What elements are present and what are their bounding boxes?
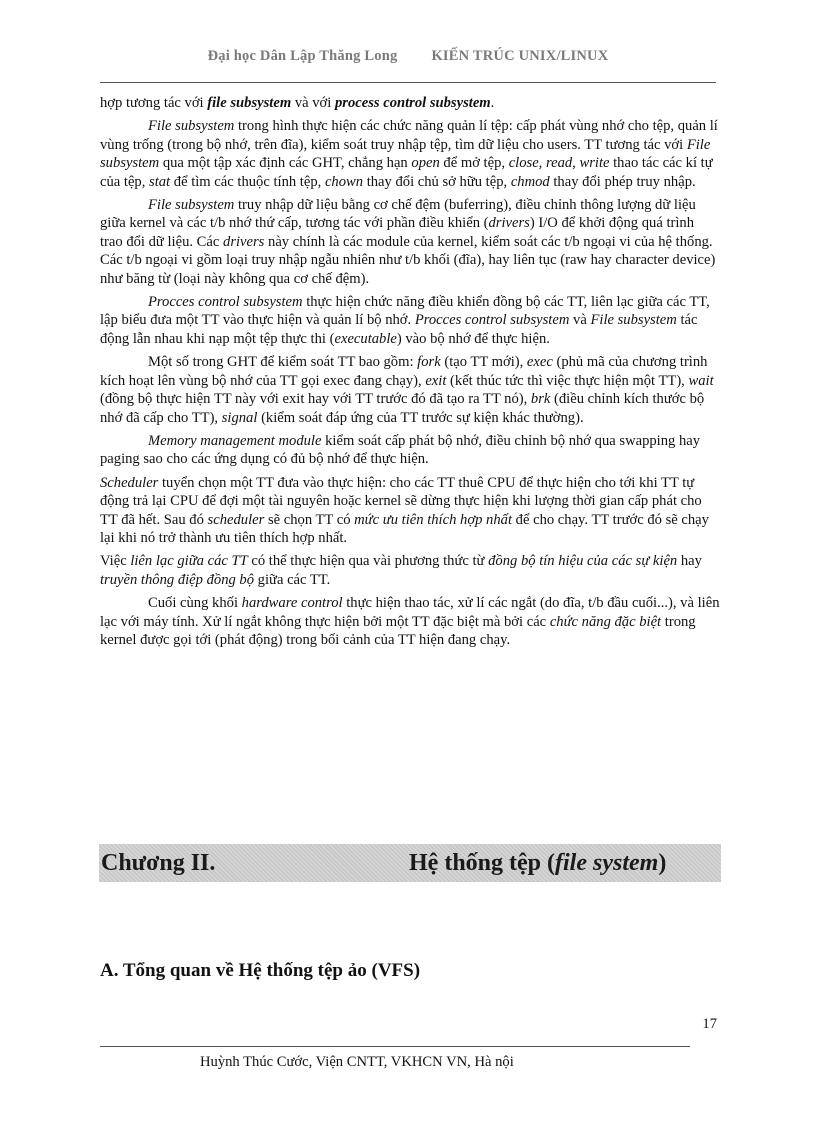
text-run: và với: [291, 95, 335, 111]
text-run: và: [569, 312, 591, 329]
page-number: 17: [702, 1016, 717, 1032]
italic-term: signal: [221, 409, 258, 426]
text-run: giữa các TT.: [254, 571, 331, 588]
italic-term: stat: [149, 173, 171, 190]
text-run: Việc: [100, 553, 131, 570]
paragraph: [100, 474, 720, 548]
italic-term: Memory management module: [148, 432, 322, 449]
header-course-title: KIẾN TRÚC UNIX/LINUX: [431, 48, 609, 64]
italic-term: scheduler: [207, 511, 265, 528]
text-run: có thể thực hiện qua vài phương thức từ: [247, 553, 489, 570]
italic-term: drivers: [223, 233, 265, 250]
text-run: này chính là các module của kernel, kiểm soát các t/b ngoại vi của hệ thống. Các t/b ngoại vi gồm loại truy nhập ngẫu nhiên như t/b khối (đĩa), hay liên tục (raw hay character device) như băng từ (loại này không qua cơ chế đệm).: [100, 233, 716, 287]
italic-term: brk: [530, 391, 551, 408]
italic-term: File subsystem: [148, 118, 235, 135]
text-run: tác động lẫn nhau khi nạp một tệp thực thi (: [100, 312, 698, 347]
footer-divider: [100, 1046, 690, 1047]
text-run: (đồng bộ thực hiện TT này với exit hay với TT trước đó đã tạo ra TT nó),: [100, 391, 531, 408]
text-run: (điều chỉnh kích thước bộ nhớ đã cấp cho TT),: [100, 391, 705, 426]
chapter-title-prefix: Hệ thống tệp (: [409, 850, 555, 876]
header-institution: Đại học Dân Lập Thăng Long: [207, 48, 398, 64]
text-run: (kiểm soát đáp ứng của TT trước sự kiện khác thường).: [257, 409, 584, 426]
italic-term: executable: [334, 330, 397, 347]
text-run: trong hình thực hiện các chức năng quản lí tệp: cấp phát vùng nhớ cho tệp, quản lí vùng trống (trong bộ nhớ, trên đĩa), kiểm soát truy nhập tệp, tìm dữ liệu cho users. TT tương tác với: [100, 118, 718, 153]
italic-term: đồng bộ tín hiệu của các sự kiện: [488, 553, 678, 570]
running-header: [0, 48, 816, 65]
chapter-title-suffix: ): [658, 850, 667, 876]
paragraph: [100, 353, 720, 427]
italic-term: File subsystem: [100, 136, 711, 172]
paragraph: [100, 94, 720, 112]
bold-italic-term: file subsystem: [207, 95, 292, 111]
italic-term: exec: [526, 354, 553, 371]
body-text: [100, 94, 720, 654]
text-run: (phủ mã của chương trình kích hoạt lên vùng bộ nhớ của TT gọi exec đang chạy),: [100, 354, 708, 389]
text-run: thay đổi phép truy nhập.: [549, 173, 696, 190]
text-run: để cho chạy. TT trước đó sẽ chạy lại khi nó trở thành ưu tiên thích hợp nhất.: [100, 511, 709, 546]
italic-term: Procces control subsystem: [414, 312, 570, 329]
italic-term: hardware control: [241, 595, 343, 612]
text-run: để mở tệp,: [439, 155, 509, 172]
text-run: qua một tập xác định các GHT, chẳng hạn: [159, 155, 412, 172]
text-run: ) vào bộ nhớ để thực hiện.: [396, 330, 550, 347]
bold-italic-term: process control subsystem: [334, 95, 491, 111]
chapter-title-italic: file system: [555, 850, 659, 876]
italic-term: Scheduler: [100, 474, 159, 491]
italic-term: fork: [417, 354, 441, 371]
paragraph: [100, 432, 720, 469]
text-run: hợp tương tác với: [100, 95, 208, 111]
text-run: trong kernel được gọi tới (phát động) trong bối cảnh của TT hiện đang chạy.: [100, 613, 696, 648]
running-footer: Huỳnh Thúc Cước, Viện CNTT, VKHCN VN, Hà nội: [200, 1054, 514, 1070]
italic-term: File subsystem: [148, 197, 235, 214]
text-run: hay: [677, 553, 702, 570]
italic-term: close, read, write: [508, 155, 610, 172]
text-run: Cuối cùng khối: [148, 595, 242, 612]
text-run: ) I/O để khởi động quá trình trao đổi dữ liệu. Các: [100, 215, 695, 250]
paragraph: [100, 293, 720, 348]
paragraph: [100, 117, 720, 191]
text-run: thao tác các kí tự của tệp,: [100, 155, 713, 190]
text-run: thay đổi chủ sở hữu tệp,: [363, 173, 511, 190]
italic-term: mức ưu tiên thích hợp nhất: [354, 511, 513, 528]
text-run: để tìm các thuộc tính tệp,: [170, 173, 325, 190]
text-run: thực hiện chức năng điều khiển đồng bộ các TT, liên lạc giữa các TT, lập biểu đưa một TT vào thực hiện và quản lí bộ nhớ.: [100, 294, 710, 329]
italic-term: truyền thông điệp đồng bộ: [100, 571, 255, 588]
italic-term: drivers: [488, 215, 530, 232]
italic-term: File subsystem: [590, 312, 677, 329]
chapter-title: [409, 844, 666, 882]
italic-term: exit: [425, 372, 447, 389]
italic-term: open: [411, 155, 440, 172]
italic-term: liên lạc giữa các TT: [130, 553, 248, 570]
text-run: truy nhập dữ liệu bằng cơ chế đệm (buferring), điều chỉnh thông lượng dữ liệu giữa kernel và các t/b nhớ thứ cấp, tương tác với phần điều khiển (: [100, 197, 696, 232]
section-heading: A. Tổng quan về Hệ thống tệp ảo (VFS): [100, 960, 421, 981]
text-run: (tạo TT mới),: [440, 354, 527, 371]
text-run: Một số trong GHT để kiểm soát TT bao gồm:: [148, 354, 418, 371]
paragraph: [100, 552, 720, 589]
paragraph: [100, 196, 720, 288]
header-divider: [100, 82, 716, 83]
text-run: kiểm soát cấp phát bộ nhớ, điều chỉnh bộ nhớ qua swapping hay paging sao cho các ứng dụng có đủ bộ nhớ để thực hiện.: [100, 432, 701, 468]
paragraph: [100, 594, 720, 649]
text-run: (kết thúc tức thì việc thực hiện một TT),: [446, 372, 689, 389]
italic-term: chmod: [510, 173, 550, 190]
text-run: sẽ chọn TT có: [264, 511, 355, 528]
text-run: tuyển chọn một TT đưa vào thực hiện: cho các TT thuê CPU để thực hiện cho tới khi TT tự động trả lại CPU để đợi một tài nguyên hoặc kernel sẽ dừng thực hiện khi lượng thời gian cấp phát cho TT đã hết. Sau đó: [100, 474, 702, 528]
italic-term: Procces control subsystem: [148, 294, 303, 311]
text-run: .: [490, 95, 495, 111]
text-run: thực hiện thao tác, xử lí các ngắt (do đĩa, t/b đầu cuối...), và liên lạc với máy tính. Xử lí ngắt không thực hiện bởi một TT đặc biệt mà bởi các: [100, 595, 720, 630]
italic-term: chown: [324, 173, 364, 190]
italic-term: chức năng đặc biệt: [549, 613, 662, 630]
chapter-heading: [99, 844, 721, 882]
chapter-number: Chương II.: [101, 850, 216, 876]
italic-term: wait: [688, 372, 714, 389]
